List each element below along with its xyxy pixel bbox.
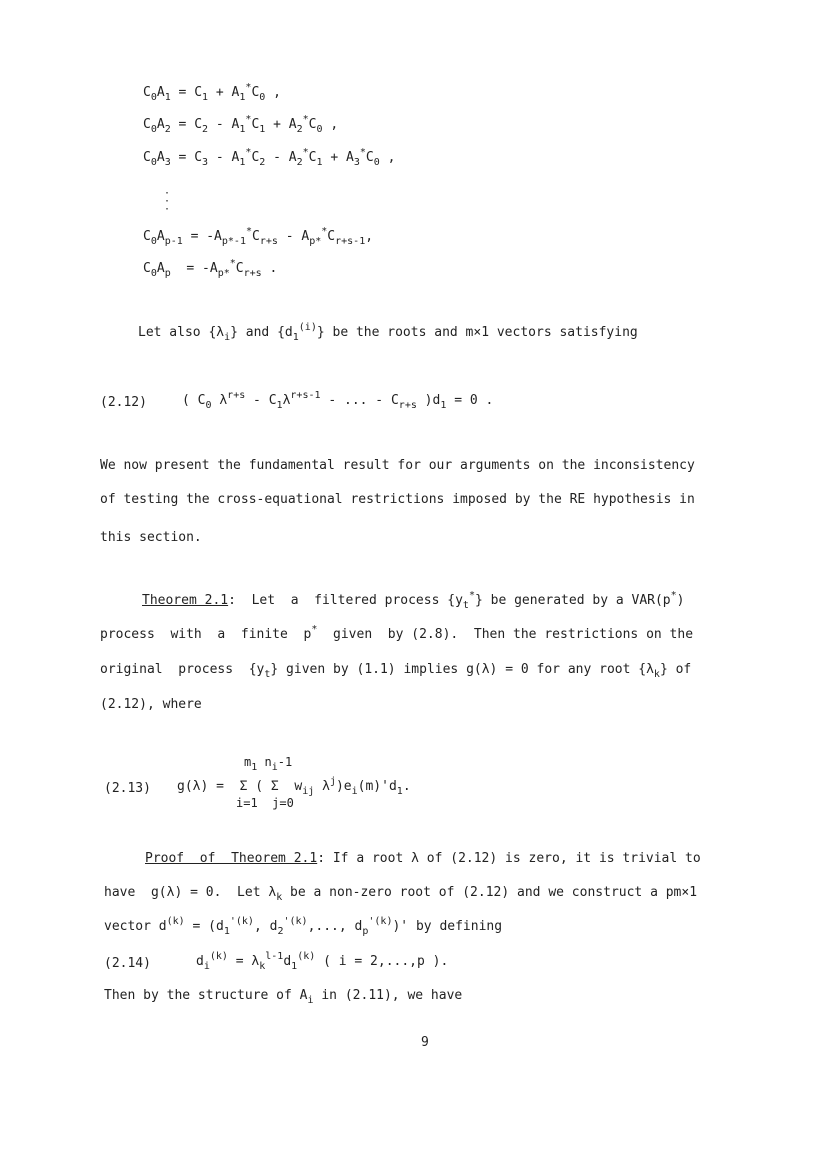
equation-2-12: ( $C_0$ $\lambda^{r+s} - C_1\lambda^{r+s-1}$ - ... - $C_{r+s}$ )$d_1 = 0$ . — [182, 390, 494, 411]
proof-line-3: vector $d^{(k)} = (d_1^{'(k)}$, $d_2^{'(k)}$,..., $d_p^{'(k)})'$ by defining — [104, 916, 503, 937]
equation-2-14: $d_i^{(k)} = \lambda_k^{l-1}d_1^{(k)}$ ( i = 2,...,p ). — [196, 951, 449, 972]
proof-line-2: have g(λ) = 0. Let $\lambda_k$ be a non-zero root of (2.12) and we construct a pm×1 — [104, 885, 698, 903]
paragraph-roots: Let also $\{\lambda_i\}$ and $\{d_1^{(i)}\}$ be the roots and m×1 vectors satisfying — [138, 322, 638, 343]
equation-2-13: g(λ) = Σ ( Σ $w_{ij}$ $\lambda^j)e_i(m)'d_1$. — [177, 776, 411, 797]
equation-line-2: $C_0A_2 = C_2 - A_1^*C_1 + A_2^*C_0$ , — [143, 114, 339, 135]
equation-line-4: $C_0A_{p-1} = -A_{p*-1}^*C_{r+s} - A_{p*}^*C_{r+s-1}$, — [143, 226, 374, 247]
proof-label: Proof of Theorem 2.1 — [145, 851, 318, 866]
equation-number-2-14: (2.14) — [104, 956, 151, 971]
sum-upper-limits: $m_1$ $n_i-1$ — [244, 755, 293, 773]
equation-line-5: $C_0A_p = -A_{p*}^*C_{r+s}$ . — [143, 258, 278, 279]
theorem-line-2: process with a finite p* given by (2.8). Then the restrictions on the — [100, 624, 694, 642]
page-number: 9 — [421, 1035, 429, 1050]
proof-line-1: Proof of Theorem 2.1: If a root λ of (2.12) is zero, it is trivial to — [145, 851, 701, 866]
equation-number-2-13: (2.13) — [104, 781, 151, 796]
theorem-line-3: original process $\{y_t\}$ given by (1.1) implies g(λ) = 0 for any root $\{\lambda_k\}$ of — [100, 662, 692, 680]
theorem-line-1: Theorem 2.1: Let a filtered process $\{y_t^*\}$ be generated by a VAR(p*) — [142, 590, 685, 611]
paragraph-line-1: We now present the fundamental result for our arguments on the inconsistency — [100, 458, 695, 473]
theorem-label: Theorem 2.1 — [142, 593, 229, 608]
paragraph-line-2: of testing the cross-equational restrictions imposed by the RE hypothesis in — [100, 492, 695, 507]
paragraph-line-3: this section. — [100, 530, 202, 545]
equation-line-3: $C_0A_3 = C_3 - A_1^*C_2 - A_2^*C_1 + A_3^*C_0$ , — [143, 147, 396, 168]
theorem-line-4: (2.12), where — [100, 697, 202, 712]
sum-lower-limits: i=1 j=0 — [236, 796, 294, 810]
equation-number-2-12: (2.12) — [100, 395, 147, 410]
equation-line-1: $C_0A_1 = C_1 + A_1^*C_0$ , — [143, 82, 281, 103]
vertical-ellipsis: · · · — [164, 188, 171, 215]
paragraph-structure: Then by the structure of $A_i$ in (2.11), we have — [104, 988, 463, 1006]
